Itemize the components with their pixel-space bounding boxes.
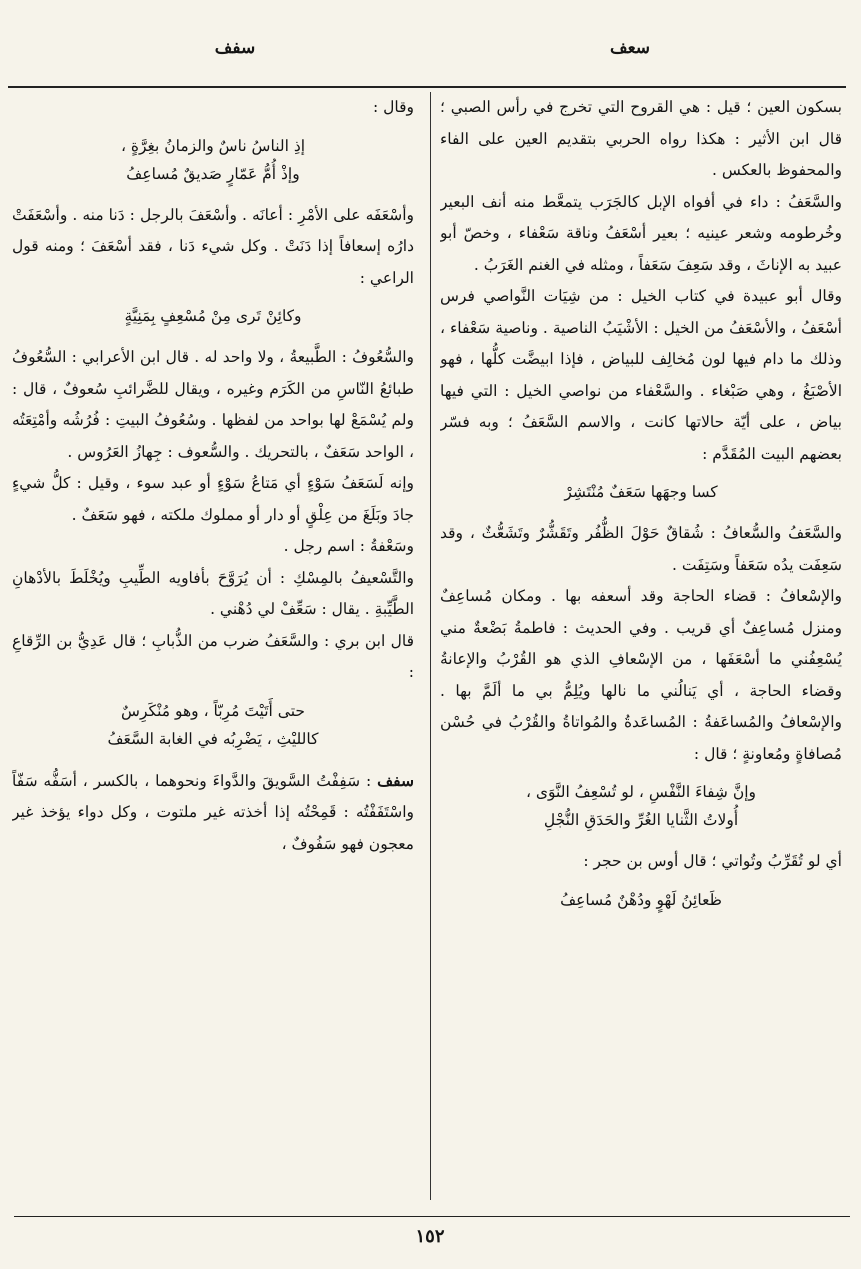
paragraph: وقال أبو عبيدة في كتاب الخيل : من شِيَات النَّواصي فرس أسْعَفُ ، والأسْعَفُ من الخيل : الأشْيَبُ الناصية . وناصية سَعْفاء ، وذلك ما دام فيها لون مُخالِف للبياض ، فإذا ابيضَّت كلُّها ، فهو الأصْبَغُ ، وهي صَبْغاء . والسَّعْفاء من نواصي الخيل : التي فيها بياض ، على أيّة حالاتها كانت ، والاسم السَّعَفُ ؛ وبه فسّر بعضهم البيت المُقَدَّم : — [440, 287, 842, 463]
paragraph: وسَعْفةُ : اسم رجل . — [283, 537, 414, 555]
paragraph: وإنه لَسَعَفُ سَوْءٍ أي مَتاعُ سَوْءٍ أو عبد سوء ، وقيل : كلُّ شيءٍ جادَ وبَلَغَ من عِلْقٍ أو دار أو مملوك ملكته ، فهو سَعَفٌ . — [12, 474, 414, 524]
verse-line: إذِ الناسُ ناسٌ والزمانُ بغِرَّةٍ ، — [120, 136, 306, 155]
verse-line: أُولاتُ الثَّنايا الغُرِّ والحَدَقِ النُّجْلِ — [543, 811, 739, 829]
entry-text: : سَفِفْتُ السَّويقَ والدَّواءَ ونحوهما ، بالكسر ، أسَفُّه سَفّاً واسْتَفَفْتُه : قَمِحْتُه إذا أخذته غير ملتوت ، وكل دواء يؤخذ غير معجون فهو سَفُوفٌ ، — [12, 771, 414, 853]
paragraph: والتَّسْعيفُ بالمِسْكِ : أن يُرَوَّحَ بأفاويه الطِّيبِ ويُخْلَطَ بالأدْهانِ الطَّيِّبةِ . يقال : سَعِّفْ لي دُهْني . — [12, 568, 414, 618]
verse-line: ظَعائِنُ لَهْوٍ ودُهْنٌ مُساعِفُ — [560, 890, 722, 909]
verse — [440, 886, 842, 914]
header-rule — [8, 86, 846, 88]
paragraph: والسُّعُوفُ : الطَّبيعةُ ، ولا واحد له . قال ابن الأعرابي : السُّعُوفُ طبائعُ النّاسِ من الكَرَم وغيره ، ويقال للضَّرائبِ سُعوفٌ ، قال : ولم يُسْمَعْ لها بواحد من لفظها . وسُعُوفُ البيتِ : فُرُشُه وأمْتِعَتُه ، الواحد سَعَفٌ ، بالتحريك . والسُّعوف : جِهازُ العَرُوس . — [12, 348, 414, 461]
paragraph: وقال : — [372, 98, 414, 116]
page-number: ١٥٢ — [415, 1226, 445, 1247]
running-head-left: سفف — [214, 38, 256, 58]
entry-headword: سفف — [377, 770, 414, 790]
verse-line: حتى أَتَيْتَ مُرِبّاً ، وهو مُنْكَرِسٌ — [121, 701, 305, 720]
verse — [440, 778, 842, 834]
left-column — [12, 92, 414, 1204]
footer-rule — [14, 1216, 850, 1217]
paragraph: وأسْعَفَه على الأمْرِ : أعانَه . وأسْعَفَ بالرجل : دَنا منه . وأسْعَفَتْ دارُه إسعافاً إذا دَنَتْ . وكل شيء دَنا ، فقد أسْعَفَ ؛ ومنه قول الراعي : — [12, 205, 414, 287]
paragraph: والسَّعَفُ : داء في أفواه الإبل كالجَرَب يتمعَّط منه أنف البعير وخُرطومه وشعر عينيه ؛ بعير أسْعَفُ وناقة سَعْفاء ، وخصّ أبو عبيد به الإناثَ ، وقد سَعِفَ سَعَفاً ، ومثله في الغنم الغَرَبُ . — [440, 192, 842, 274]
running-head-right: سعف — [609, 38, 651, 58]
verse — [12, 132, 414, 188]
verse-line: كسا وجهَها سَعَفٌ مُنْتَشِرْ — [564, 483, 718, 501]
right-column — [440, 92, 842, 1204]
verse-line: وإنَّ شِفاءَ النَّفْسِ ، لو تُسْعِفُ النَّوَى ، — [525, 783, 757, 801]
column-divider — [430, 92, 431, 1200]
paragraph: أي لو تُقَرِّبُ وتُواتي ؛ قال أوس بن حجر : — [583, 852, 842, 870]
verse — [12, 302, 414, 330]
verse-line: وإذْ أُمُّ عَمّارٍ صَديقٌ مُساعِفُ — [126, 164, 300, 183]
paragraph: بسكون العين ؛ قيل : هي القروح التي تخرج في رأس الصبي ؛ قال ابن الأثير : هكذا رواه الحربي بتقديم العين على الفاء والمحفوظ بالعكس . — [440, 98, 842, 179]
verse — [12, 697, 414, 753]
verse-line: وكائِنْ تَرى مِنْ مُسْعِفٍ بِمَنِيَّةٍ — [124, 307, 302, 325]
entry-paragraph — [12, 765, 414, 861]
verse-line: كالليْثِ ، يَضْرِبُه في الغابة السَّعَفُ — [107, 729, 319, 748]
paragraph: والإسْعافُ : قضاء الحاجة وقد أسعفه بها . ومكان مُساعِفٌ ومنزل مُساعِفٌ أي قريب . وفي الحديث : فاطمةُ بَضْعةٌ مني يُسْعِفُني ما أسْعَفَها ، من الإسْعافِ الذي هو القُرْبُ والإعانةُ وقضاء الحاجة ، أي يَنالُني ما نالها ويُلِمُّ بي ما ألَمَّ بها . والإسْعافُ والمُساعَفةُ : المُساعَدةُ والمُواتاةُ والقُرْبُ في حُسْن مُصافاةٍ ومُعاونةٍ ؛ قال : — [440, 587, 842, 763]
paragraph: والسَّعَفُ والسُّعافُ : شُقاقٌ حَوْلَ الظُّفُر وتَقَشُّرٌ وتَشَعُّثٌ ، وقد سَعِفَت يدُه سَعَفاً وسَتِفَت . — [440, 524, 842, 574]
verse — [440, 478, 842, 506]
paragraph: قال ابن بري : والسَّعَفُ ضرب من الذُّبابِ ؛ قال عَدِيُّ بن الرِّقاعِ : — [12, 631, 414, 681]
